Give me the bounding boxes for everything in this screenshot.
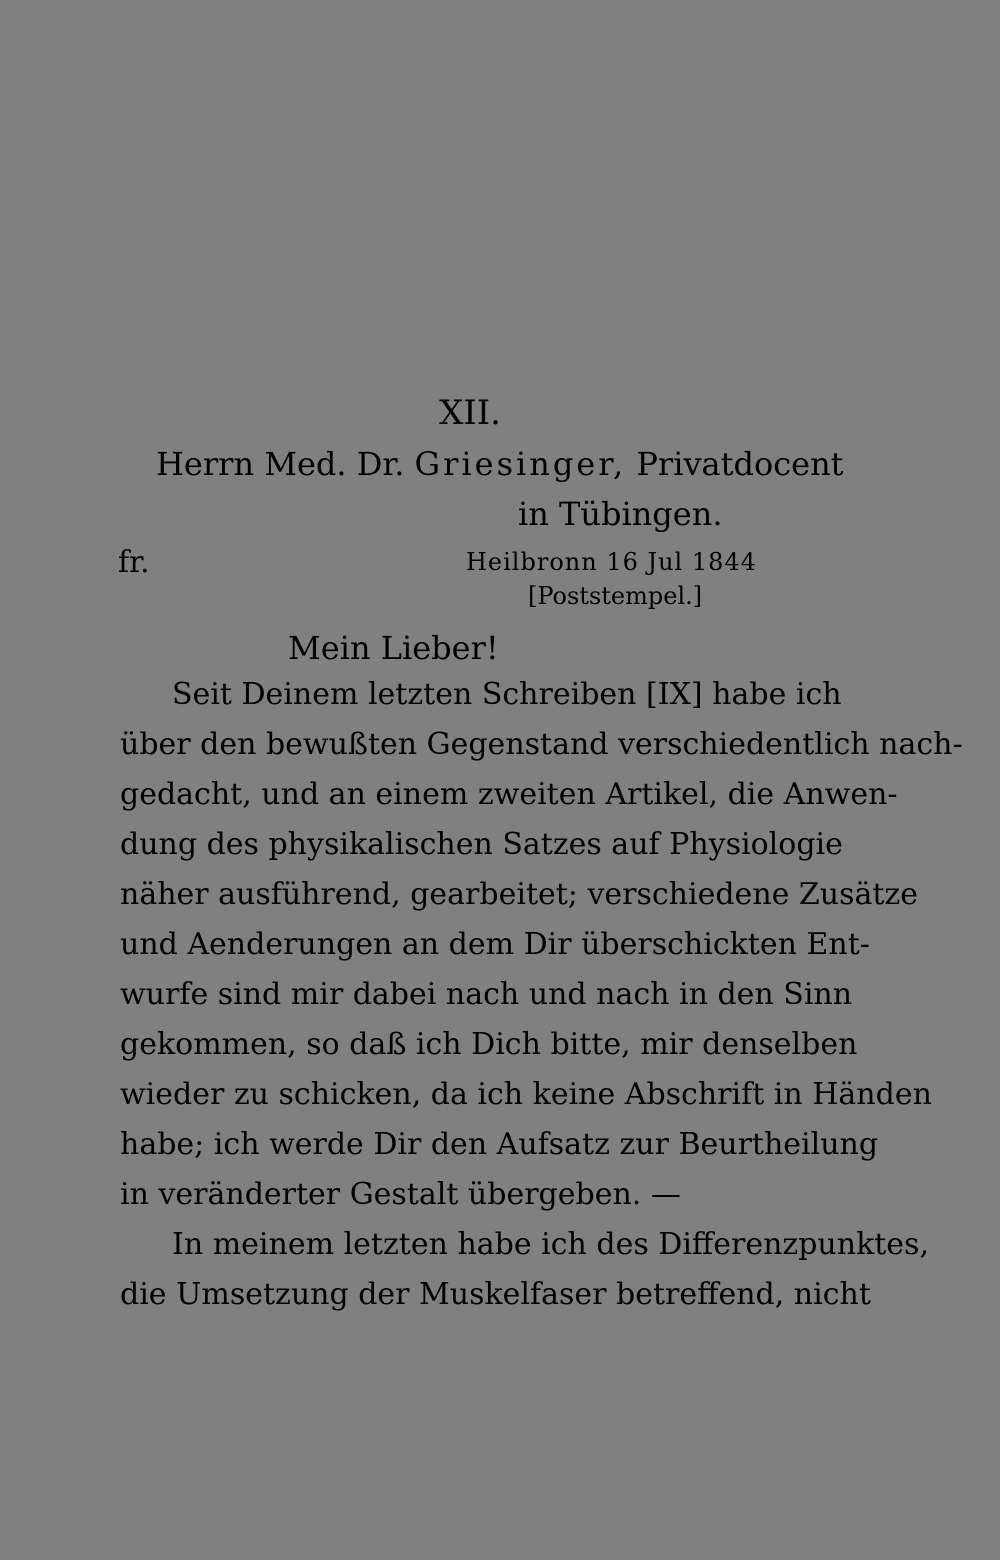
recipient-name: Griesinger,: [414, 445, 627, 483]
body-line: und Aenderungen an dem Dir überschickten Ent-: [120, 927, 870, 962]
letter-number: XII.: [439, 393, 501, 433]
letter-date: Heilbronn 16 Jul 1844: [466, 548, 757, 576]
address-line: [156, 445, 844, 483]
salutation: Mein Lieber!: [288, 629, 499, 667]
body-line: Seit Deinem letzten Schreiben [IX] habe ich: [172, 677, 842, 712]
body-line: habe; ich werde Dir den Aufsatz zur Beurtheilung: [120, 1127, 879, 1162]
body-line: in veränderter Gestalt übergeben. —: [120, 1177, 681, 1212]
body-line: wurfe sind mir dabei nach und nach in den Sinn: [120, 977, 853, 1012]
recipient-place: in Tübingen.: [518, 495, 723, 533]
body-line: gedacht, und an einem zweiten Artikel, die Anwen-: [120, 777, 898, 812]
body-line: wieder zu schicken, da ich keine Abschrift in Händen: [120, 1077, 932, 1112]
body-line: über den bewußten Gegenstand verschiedentlich nach-: [120, 727, 963, 762]
recipient-title: Privatdocent: [636, 445, 844, 483]
body-line: die Umsetzung der Muskelfaser betreffend, nicht: [120, 1277, 871, 1312]
body-line: In meinem letzten habe ich des Differenzpunktes,: [172, 1227, 929, 1262]
body-line: gekommen, so daß ich Dich bitte, mir denselben: [120, 1027, 858, 1062]
address-prefix: Herrn Med. Dr.: [156, 445, 405, 483]
body-line: näher ausführend, gearbeitet; verschiedene Zusätze: [120, 877, 918, 912]
franked-marker: fr.: [118, 545, 150, 580]
body-line: dung des physikalischen Satzes auf Physiologie: [120, 827, 843, 862]
postmark-note: [Poststempel.]: [528, 582, 703, 610]
